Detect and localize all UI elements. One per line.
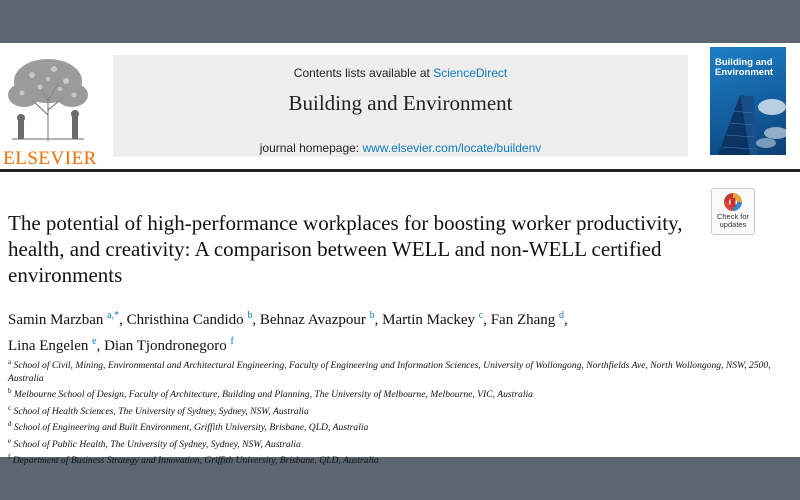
journal-title[interactable]: Building and Environment — [288, 91, 513, 115]
author-affiliation-link[interactable]: a,* — [107, 310, 120, 321]
check-updates-label — [712, 213, 754, 229]
check-for-updates-badge[interactable] — [711, 188, 755, 235]
crossmark-icon — [723, 192, 743, 212]
affiliation-text: Melbourne School of Design, Faculty of Architecture, Building and Planning, The University of Melbourne, Melbourne, VIC, Australia — [13, 389, 533, 401]
affiliation-key: c — [8, 403, 12, 412]
affiliation-key: f — [8, 453, 11, 462]
author[interactable] — [491, 312, 564, 328]
homepage-line — [113, 141, 688, 155]
affiliation — [8, 402, 788, 419]
affiliation-text: School of Public Health, The University of Sydney, Sydney, NSW, Australia — [13, 438, 301, 450]
contents-prefix: Contents lists available at — [293, 66, 434, 80]
author[interactable] — [8, 312, 119, 328]
check-updates-line2: updates — [719, 220, 747, 229]
author-name: Christhina Candido — [126, 312, 244, 328]
author-affiliation-link[interactable]: b — [247, 310, 253, 321]
author-affiliation-link[interactable]: b — [369, 310, 375, 321]
author[interactable] — [382, 312, 483, 328]
affiliation-text: School of Engineering and Built Environment, Griffith University, Brisbane, QLD, Australia — [13, 422, 369, 434]
contents-line — [113, 66, 688, 80]
author-name: Lina Engelen — [8, 338, 89, 354]
affiliation — [8, 356, 788, 385]
elsevier-tree-icon — [2, 55, 94, 143]
journal-homepage-link[interactable]: www.elsevier.com/locate/buildenv — [362, 141, 542, 155]
article-page — [0, 43, 800, 467]
affiliation — [8, 451, 788, 468]
elsevier-logo[interactable] — [2, 55, 97, 169]
article-title: The potential of high-performance workplaces for boosting worker productivity, health, and creativity: A comparison between WELL and non-WELL certified environments — [8, 211, 683, 287]
affiliation-text: School of Health Sciences, The University of Sydney, Sydney, NSW, Australia — [13, 405, 309, 417]
affiliation-key: e — [8, 436, 12, 445]
check-updates-line1: Check for — [716, 212, 750, 221]
author-affiliation-link[interactable]: d — [559, 310, 565, 321]
header-divider — [0, 169, 800, 172]
author-affiliation-link[interactable]: c — [478, 310, 484, 321]
affiliation — [8, 385, 788, 402]
affiliation-key: a — [8, 358, 12, 366]
author-affiliation-link[interactable]: e — [92, 336, 97, 347]
affiliation — [8, 435, 788, 452]
author-affiliation-link[interactable]: f — [230, 336, 234, 347]
affiliation-text: Department of Business Strategy and Innovation, Griffith University, Brisbane, QLD, Australia — [12, 455, 379, 467]
affiliation-key: d — [8, 420, 12, 429]
cover-title: Building and Environment — [715, 57, 774, 78]
author-name: Dian Tjondronegoro — [104, 338, 227, 354]
journal-masthead — [113, 55, 688, 157]
author-name: Samin Marzban — [8, 312, 104, 328]
author-list: Samin Marzban $^{a,*}$, Christhina Candido $^b$, Behnaz Avazpour $^b$, Martin Mackey $^c$, Fan Zhang $^d$, Lina Engelen $^e$, Dian Tjondronegoro $^f$ — [8, 310, 568, 354]
journal-cover-thumbnail[interactable] — [710, 47, 786, 155]
affiliation-list — [8, 356, 788, 468]
homepage-prefix: journal homepage: — [259, 141, 363, 155]
sciencedirect-link[interactable]: ScienceDirect — [433, 66, 508, 80]
author[interactable] — [260, 312, 375, 328]
author[interactable] — [104, 338, 234, 354]
affiliation — [8, 418, 788, 435]
affiliation-text: School of Civil, Mining, Environmental and Architectural Engineering, Faculty of Engineering and Information Sciences, University of Wollongong, Northfields Ave, North Wollongong, NSW, 2500, Australia — [8, 360, 771, 384]
publisher-name: ELSEVIER — [3, 148, 97, 169]
author[interactable] — [8, 338, 97, 354]
author[interactable] — [127, 312, 253, 328]
author-name: Behnaz Avazpour — [259, 312, 366, 328]
author-name: Fan Zhang — [490, 312, 556, 328]
affiliation-key: b — [8, 387, 12, 395]
author-name: Martin Mackey — [382, 312, 475, 328]
